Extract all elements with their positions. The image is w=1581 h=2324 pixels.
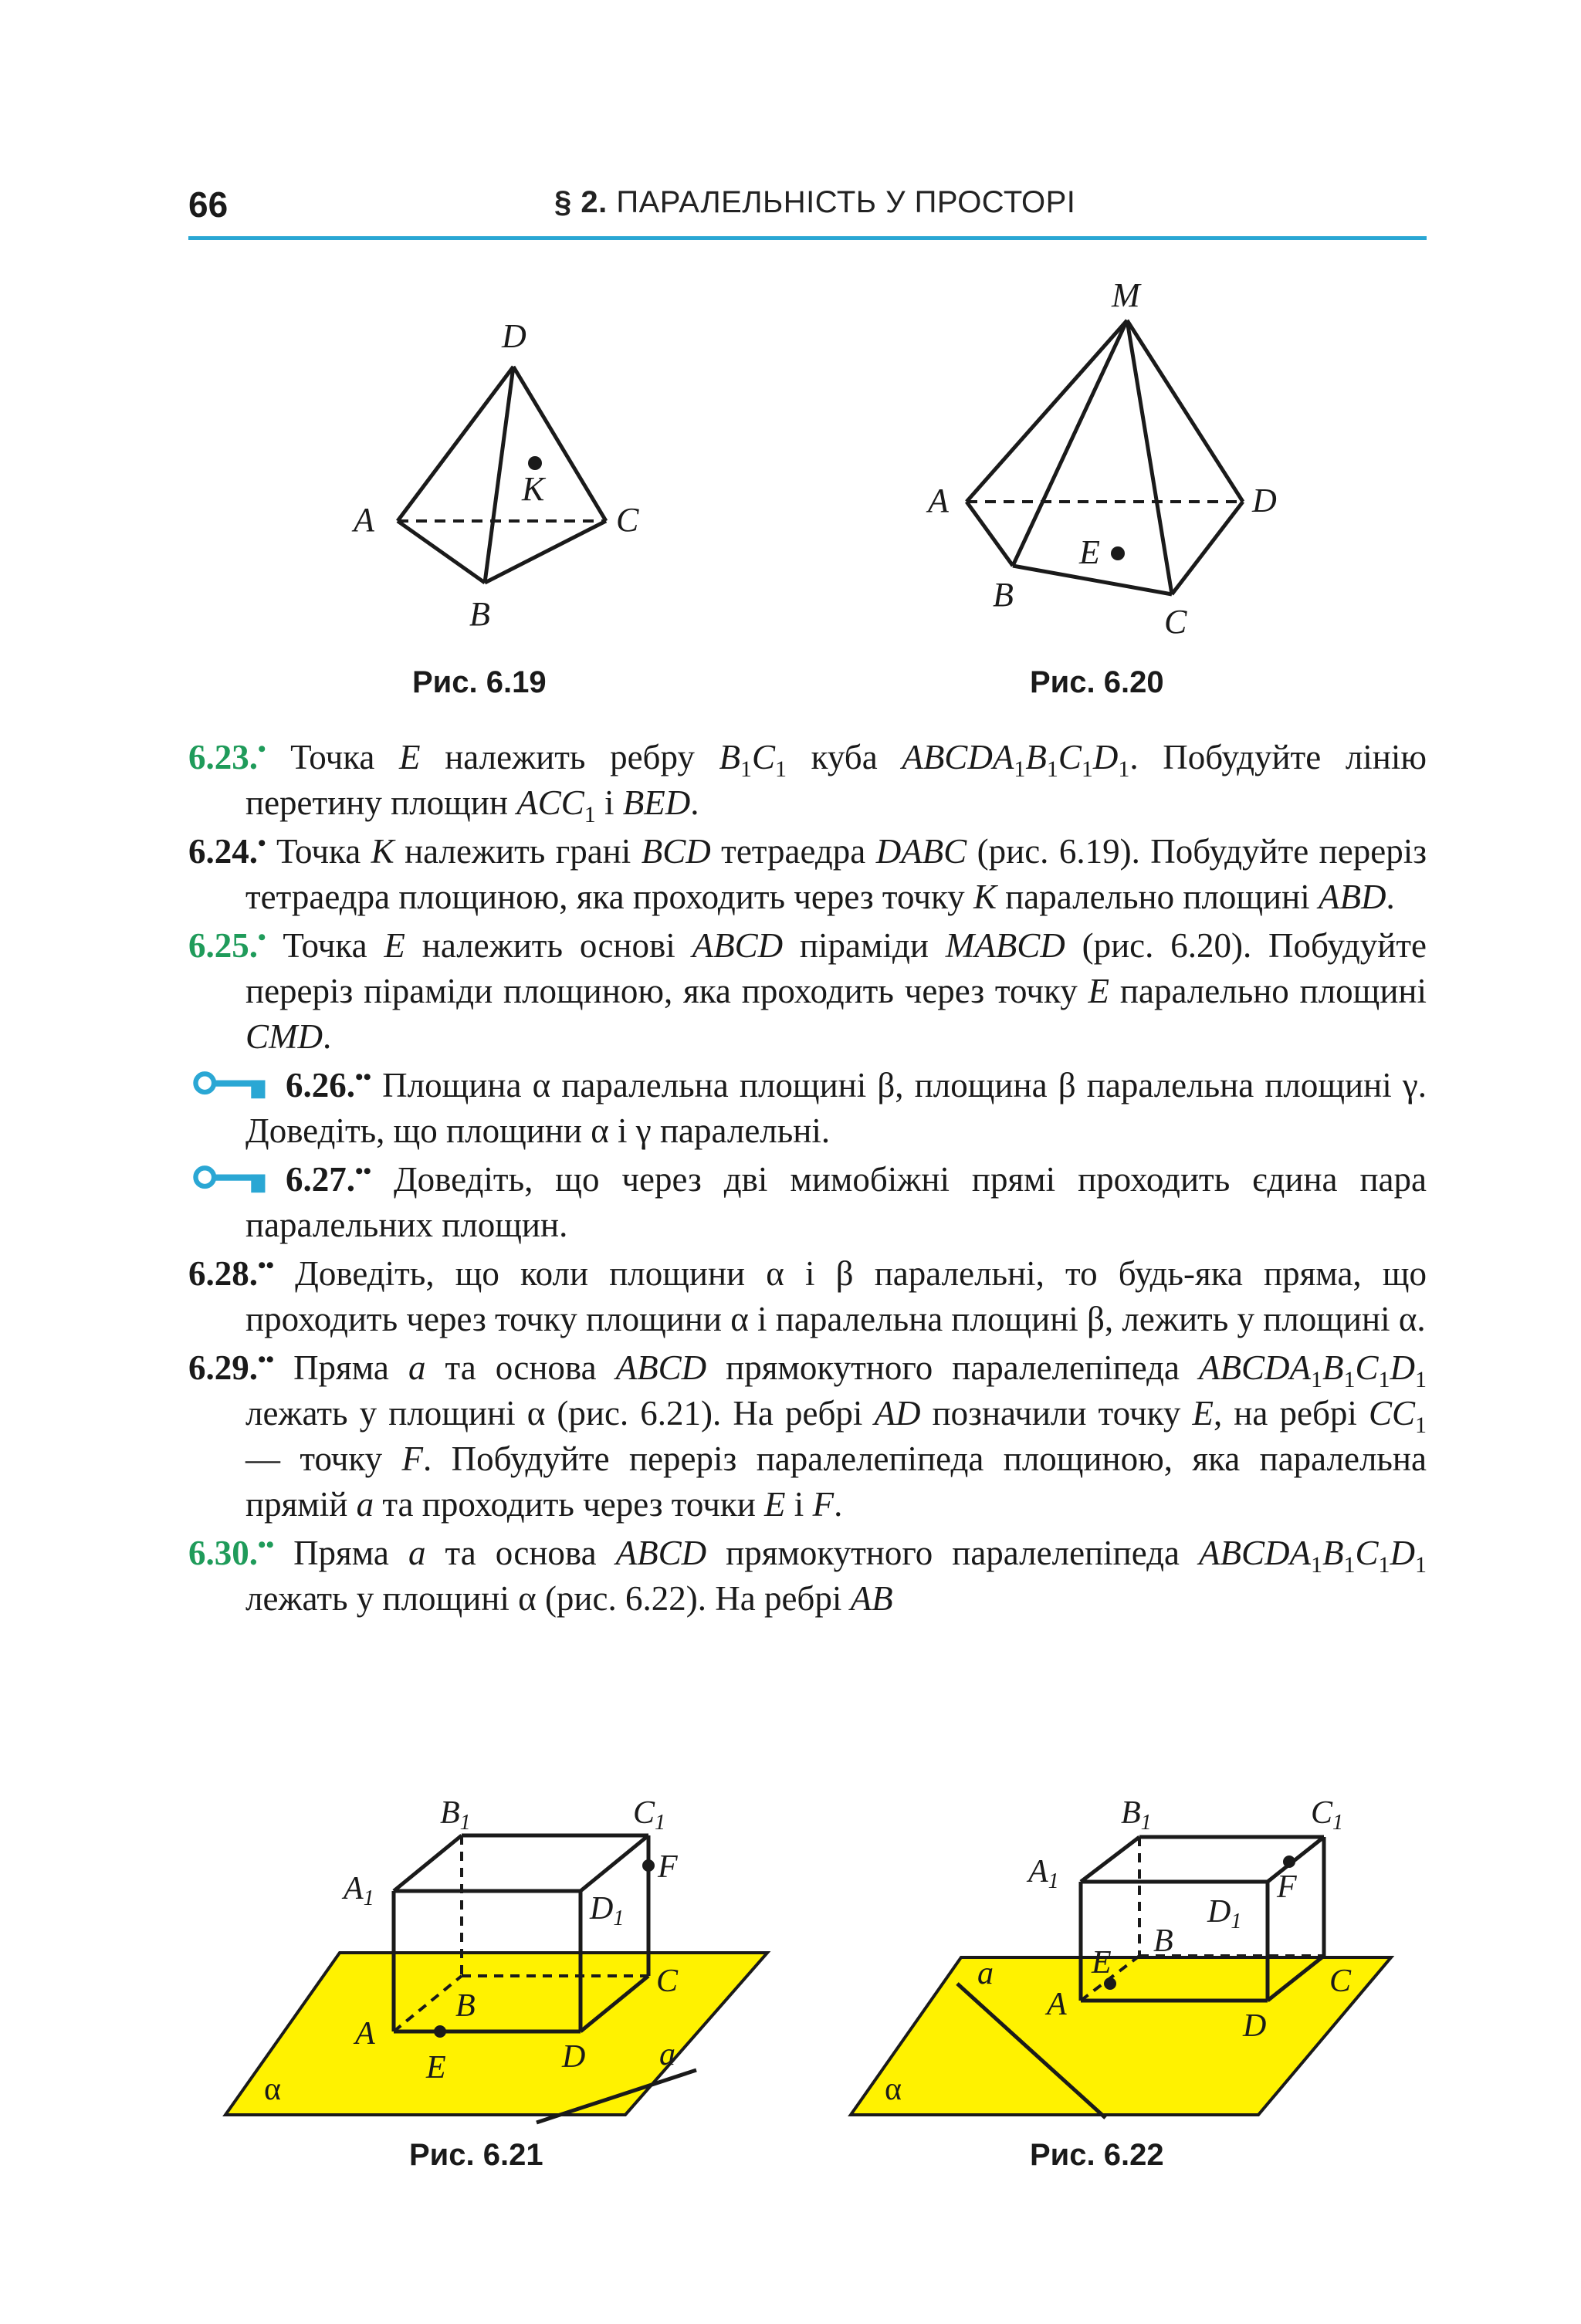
label-B1: B1 <box>440 1798 471 1835</box>
problem-6-27: 6.27.•• Доведіть, що через дві мимобіжні прямі проходить єдина пара паралельних площин. <box>188 1157 1427 1248</box>
label-a: a <box>659 2037 675 2072</box>
section-mark: § 2. <box>554 185 608 219</box>
label-C1: C1 <box>633 1798 666 1835</box>
label-E: E <box>426 2050 446 2086</box>
label-D: D <box>562 2039 586 2075</box>
parallelepiped-diagram-2 <box>841 1798 1413 2138</box>
label-C: C <box>1164 603 1187 641</box>
section-title: ПАРАЛЕЛЬНІСТЬ У ПРОСТОРІ <box>616 185 1076 219</box>
label-alpha: α <box>885 2072 902 2107</box>
label-B: B <box>1153 1923 1173 1959</box>
problem-6-24: 6.24.• Точка K належить грані BCD тетраедра DABC (рис. 6.19). Побудуйте переріз тетраедра площиною, яка проходить через точку K паралельно площині ABD. <box>188 830 1427 916</box>
label-B: B <box>455 1988 476 2024</box>
problem-6-28: 6.28.•• Доведіть, що коли площини α і β паралельні, то будь-яка пряма, що проходить через точку площини α і паралельна площині β, лежить у площині α. <box>188 1253 1427 1338</box>
section-header <box>554 185 1075 220</box>
caption-6-20: Рис. 6.20 <box>1030 665 1164 699</box>
caption-6-22: Рис. 6.22 <box>1030 2138 1164 2172</box>
label-B1: B1 <box>1121 1798 1152 1835</box>
label-E: E <box>1092 1945 1112 1981</box>
label-A: A <box>928 482 949 519</box>
key-icon <box>188 1163 272 1194</box>
problem-6-30: 6.30.•• Пряма a та основа ABCD прямокутного паралелепіпеда $ABCDA_1B_1C_1D_1$ лежать у площині α (рис. 6.22). На ребрі AB <box>188 1532 1427 1618</box>
label-C: C <box>656 1964 679 1999</box>
label-alpha: α <box>264 2072 282 2107</box>
label-C: C <box>616 501 639 539</box>
label-F: F <box>658 1849 678 1885</box>
header-rule <box>188 236 1427 240</box>
problem-6-23: 6.23.• Точка E належить ребру $B_1C_1$ куба $ABCDA_1B_1C_1D_1$. Побудуйте лінію перетину площин $ACC_1$ і BED. <box>188 736 1427 827</box>
label-D1: D1 <box>590 1891 625 1930</box>
key-icon <box>188 1069 272 1100</box>
label-D: D <box>502 317 526 355</box>
problem-6-29: 6.29.•• Пряма a та основа ABCD прямокутного паралелепіпеда $ABCDA_1B_1C_1D_1$ лежать у площині α (рис. 6.21). На ребрі AD позначили точку E, на ребрі $CC_1$ — точку F. Побудуйте переріз паралелепіпеда площиною, яка паралельна прямій a та проходить через точки E і F. <box>188 1347 1427 1524</box>
label-K: K <box>522 470 545 508</box>
pyramid-diagram <box>919 274 1320 644</box>
label-D: D <box>1252 482 1277 519</box>
label-A1: A1 <box>344 1871 374 1910</box>
page-number: 66 <box>188 184 229 225</box>
label-M: M <box>1112 276 1140 314</box>
label-A1: A1 <box>1028 1854 1059 1893</box>
label-B: B <box>469 595 490 633</box>
label-E: E <box>1079 533 1100 571</box>
caption-6-19: Рис. 6.19 <box>412 665 547 699</box>
figure-6-20 <box>919 274 1320 644</box>
label-A: A <box>1047 1987 1067 2022</box>
label-D1: D1 <box>1207 1894 1242 1933</box>
figure-6-21 <box>216 1798 787 2138</box>
label-F: F <box>1277 1869 1297 1905</box>
label-C: C <box>1329 1964 1352 1999</box>
label-D: D <box>1243 2008 1267 2044</box>
parallelepiped-diagram-1 <box>216 1798 787 2138</box>
problem-6-25: 6.25.• Точка E належить основі ABCD піраміди MABCD (рис. 6.20). Побудуйте переріз піраміди площиною, яка проходить через точку E паралельно площині CMD. <box>188 925 1427 1056</box>
figure-6-19 <box>340 309 726 648</box>
label-a: a <box>977 1956 994 1991</box>
tetrahedron-diagram <box>340 309 726 648</box>
label-C1: C1 <box>1311 1798 1344 1835</box>
label-A: A <box>355 2016 375 2052</box>
figure-6-22 <box>841 1798 1413 2138</box>
problem-6-26: 6.26.•• Площина α паралельна площині β, площина β паралельна площині γ. Доведіть, що площини α і γ паралельні. <box>188 1063 1427 1154</box>
label-A: A <box>354 501 374 539</box>
caption-6-21: Рис. 6.21 <box>409 2138 543 2172</box>
label-B: B <box>993 576 1014 614</box>
problems-list <box>188 735 1427 1622</box>
